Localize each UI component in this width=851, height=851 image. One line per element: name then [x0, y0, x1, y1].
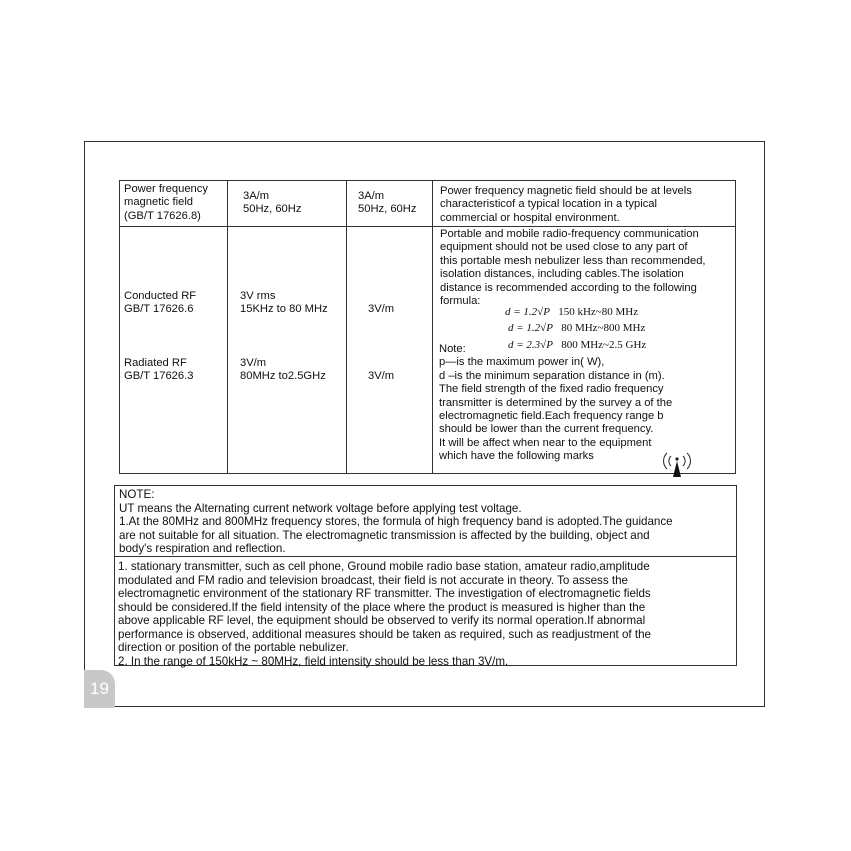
- table-divider: [227, 180, 228, 474]
- iec-level-radiated-rf: 3V/m 80MHz to2.5GHz: [240, 357, 326, 383]
- table-divider: [432, 180, 433, 474]
- iec-level-power-frequency: 3A/m 50Hz, 60Hz: [243, 190, 302, 216]
- page-number: 19: [90, 679, 109, 698]
- guidance-rf-bottom: Note: p—is the maximum power in( W), d –is the minimum separation distance in (m). The field strength of the fixed radio frequency transmitter is determined by the survey a of the electromagnetic field.Each frequency range b should be lower than the current frequency. It will be affect when near to the equipment which have the following marks: [439, 343, 673, 463]
- table-divider: [346, 180, 347, 474]
- table-row-divider: [119, 226, 736, 227]
- guidance-rf-top: Portable and mobile radio-frequency communication equipment should not be used close to any part of this portable mesh nebulizer less than recommended, isolation distances, including cables.The isolation distance is recommended according to the following formula:: [440, 228, 706, 308]
- guidance-power-frequency: Power frequency magnetic field should be at levels characteristicof a typical location in a typical commercial or hospital environment.: [440, 185, 692, 224]
- formula-3: d = 2.3√P 800 MHz~2.5 GHz: [508, 339, 647, 351]
- test-name-power-frequency: Power frequency magnetic field (GB/T 17626.8): [124, 183, 208, 222]
- iec-level-conducted-rf: 3V rms 15KHz to 80 MHz: [240, 290, 328, 316]
- formula-2: d = 1.2√P 80 MHz~800 MHz: [508, 322, 646, 334]
- compliance-conducted-rf: 3V/m: [368, 303, 395, 315]
- page-number-tab: [84, 670, 115, 708]
- test-name-radiated-rf: Radiated RF GB/T 17626.3: [124, 357, 194, 383]
- note-2-text: 1. stationary transmitter, such as cell phone, Ground mobile radio base station, amateur radio,amplitude modulated and FM radio and television broadcast, their field is not accurate in theory. To assess the electromagnetic environment of the stationary RF transmitter. The investigation of electromagnetic fields should be considered.If the field intensity of the place where the product is measured is higher than the above applicable RF level, the equipment should be observed to verify its normal operation.If abnormal performance is observed, additional measures should be taken as required, such as readjustment of the direction or position of the portable nebulizer. 2. In the range of 150kHz ~ 80MHz, field intensity should be less than 3V/m.: [118, 560, 651, 668]
- non-ionizing-radiation-icon: [660, 446, 694, 478]
- compliance-level-power-frequency: 3A/m 50Hz, 60Hz: [358, 190, 417, 216]
- test-name-conducted-rf: Conducted RF GB/T 17626.6: [124, 290, 197, 316]
- formula-1: d = 1.2√P 150 kHz~80 MHz: [505, 306, 639, 318]
- compliance-radiated-rf: 3V/m: [368, 370, 395, 382]
- note-text: NOTE: UT means the Alternating current network voltage before applying test voltage. 1.At the 80MHz and 800MHz frequency stores, the formula of high frequency band is adopted.The guidance are not suitable for all situation. The electromagnetic transmission is affected by the building, object and body's respiration and reflection.: [119, 488, 673, 555]
